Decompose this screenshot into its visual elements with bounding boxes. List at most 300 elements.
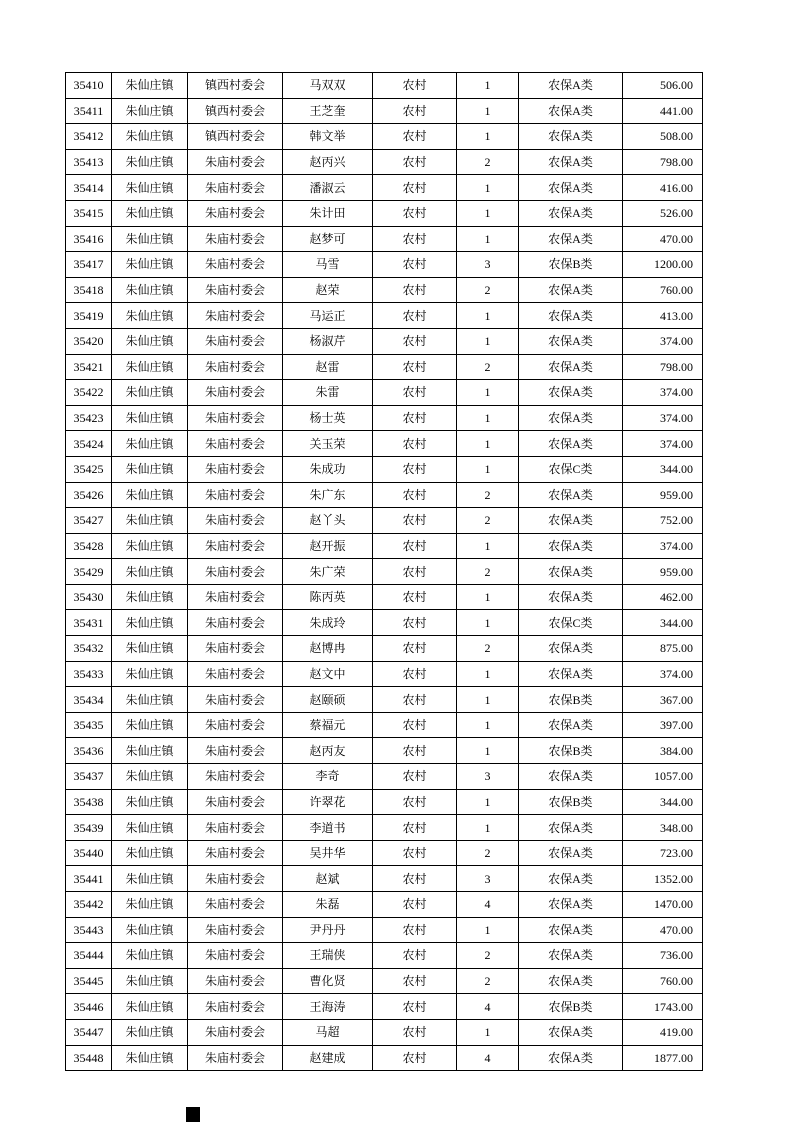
cell-village-committee: 镇西村委会	[188, 124, 283, 150]
cell-person-name: 朱广荣	[283, 559, 373, 585]
cell-id: 35439	[66, 815, 112, 841]
cell-person-name: 马超	[283, 1019, 373, 1045]
cell-amount: 1470.00	[623, 892, 703, 918]
cell-count: 3	[457, 764, 519, 790]
cell-person-name: 潘淑云	[283, 175, 373, 201]
cell-insurance-category: 农保A类	[519, 917, 623, 943]
cell-id: 35440	[66, 840, 112, 866]
cell-town: 朱仙庄镇	[112, 738, 188, 764]
cell-id: 35416	[66, 226, 112, 252]
table-row	[66, 533, 703, 559]
cell-id: 35415	[66, 200, 112, 226]
cell-insurance-category: 农保A类	[519, 226, 623, 252]
cell-village-committee: 朱庙村委会	[188, 738, 283, 764]
cell-area-type: 农村	[373, 405, 457, 431]
cell-amount: 959.00	[623, 482, 703, 508]
cell-area-type: 农村	[373, 149, 457, 175]
cell-town: 朱仙庄镇	[112, 226, 188, 252]
cell-person-name: 赵博冉	[283, 636, 373, 662]
cell-id: 35433	[66, 661, 112, 687]
cell-insurance-category: 农保A类	[519, 636, 623, 662]
cell-area-type: 农村	[373, 764, 457, 790]
cell-count: 1	[457, 456, 519, 482]
cell-amount: 413.00	[623, 303, 703, 329]
cell-id: 35429	[66, 559, 112, 585]
cell-town: 朱仙庄镇	[112, 380, 188, 406]
cell-area-type: 农村	[373, 943, 457, 969]
cell-insurance-category: 农保A类	[519, 559, 623, 585]
cell-amount: 374.00	[623, 328, 703, 354]
table-row	[66, 584, 703, 610]
cell-id: 35435	[66, 712, 112, 738]
table-body	[66, 73, 703, 1071]
cell-village-committee: 朱庙村委会	[188, 533, 283, 559]
table-row	[66, 1019, 703, 1045]
cell-amount: 374.00	[623, 405, 703, 431]
cell-town: 朱仙庄镇	[112, 892, 188, 918]
cell-insurance-category: 农保A类	[519, 815, 623, 841]
cell-area-type: 农村	[373, 533, 457, 559]
cell-amount: 959.00	[623, 559, 703, 585]
cell-id: 35431	[66, 610, 112, 636]
cell-amount: 526.00	[623, 200, 703, 226]
cell-count: 1	[457, 98, 519, 124]
cell-town: 朱仙庄镇	[112, 840, 188, 866]
cell-count: 1	[457, 533, 519, 559]
cell-town: 朱仙庄镇	[112, 815, 188, 841]
cell-insurance-category: 农保A类	[519, 328, 623, 354]
cell-area-type: 农村	[373, 98, 457, 124]
cell-village-committee: 镇西村委会	[188, 98, 283, 124]
cell-person-name: 赵斌	[283, 866, 373, 892]
cell-area-type: 农村	[373, 789, 457, 815]
cell-id: 35411	[66, 98, 112, 124]
cell-id: 35443	[66, 917, 112, 943]
table-row	[66, 559, 703, 585]
cell-village-committee: 朱庙村委会	[188, 687, 283, 713]
table-row	[66, 712, 703, 738]
cell-count: 2	[457, 840, 519, 866]
table-row	[66, 610, 703, 636]
table-row	[66, 892, 703, 918]
cell-amount: 374.00	[623, 661, 703, 687]
cell-town: 朱仙庄镇	[112, 533, 188, 559]
cell-id: 35426	[66, 482, 112, 508]
cell-town: 朱仙庄镇	[112, 431, 188, 457]
cell-area-type: 农村	[373, 456, 457, 482]
cell-town: 朱仙庄镇	[112, 559, 188, 585]
cell-insurance-category: 农保A类	[519, 892, 623, 918]
table-row	[66, 943, 703, 969]
cell-insurance-category: 农保A类	[519, 840, 623, 866]
table-row	[66, 482, 703, 508]
cell-count: 3	[457, 866, 519, 892]
cell-village-committee: 朱庙村委会	[188, 994, 283, 1020]
cell-amount: 1200.00	[623, 252, 703, 278]
cell-person-name: 曹化贤	[283, 968, 373, 994]
cell-area-type: 农村	[373, 508, 457, 534]
cell-count: 2	[457, 559, 519, 585]
cell-person-name: 赵文中	[283, 661, 373, 687]
cell-count: 4	[457, 892, 519, 918]
cell-town: 朱仙庄镇	[112, 1045, 188, 1071]
cell-village-committee: 朱庙村委会	[188, 764, 283, 790]
cell-person-name: 赵荣	[283, 277, 373, 303]
cell-count: 1	[457, 1019, 519, 1045]
cell-count: 1	[457, 584, 519, 610]
table-row	[66, 456, 703, 482]
cell-village-committee: 朱庙村委会	[188, 789, 283, 815]
cell-area-type: 农村	[373, 610, 457, 636]
cell-amount: 344.00	[623, 610, 703, 636]
cell-id: 35438	[66, 789, 112, 815]
cell-insurance-category: 农保A类	[519, 508, 623, 534]
cell-id: 35444	[66, 943, 112, 969]
cell-insurance-category: 农保A类	[519, 98, 623, 124]
table-row	[66, 200, 703, 226]
cell-insurance-category: 农保A类	[519, 431, 623, 457]
cell-insurance-category: 农保C类	[519, 456, 623, 482]
cell-count: 1	[457, 380, 519, 406]
cell-area-type: 农村	[373, 917, 457, 943]
cell-id: 35436	[66, 738, 112, 764]
cell-village-committee: 朱庙村委会	[188, 1019, 283, 1045]
cell-area-type: 农村	[373, 482, 457, 508]
table-row	[66, 917, 703, 943]
table-row	[66, 764, 703, 790]
cell-count: 2	[457, 149, 519, 175]
cell-village-committee: 朱庙村委会	[188, 354, 283, 380]
cell-amount: 416.00	[623, 175, 703, 201]
cell-id: 35432	[66, 636, 112, 662]
cell-amount: 470.00	[623, 226, 703, 252]
cell-town: 朱仙庄镇	[112, 994, 188, 1020]
cell-village-committee: 朱庙村委会	[188, 482, 283, 508]
cell-insurance-category: 农保B类	[519, 789, 623, 815]
cell-person-name: 朱磊	[283, 892, 373, 918]
cell-village-committee: 朱庙村委会	[188, 943, 283, 969]
cell-count: 1	[457, 789, 519, 815]
cell-person-name: 马双双	[283, 73, 373, 99]
cell-amount: 374.00	[623, 533, 703, 559]
cell-town: 朱仙庄镇	[112, 764, 188, 790]
cell-amount: 1743.00	[623, 994, 703, 1020]
cell-town: 朱仙庄镇	[112, 789, 188, 815]
cell-person-name: 杨淑芹	[283, 328, 373, 354]
cell-person-name: 马运正	[283, 303, 373, 329]
cell-person-name: 赵丙友	[283, 738, 373, 764]
table-row	[66, 252, 703, 278]
table-row	[66, 98, 703, 124]
cell-village-committee: 朱庙村委会	[188, 917, 283, 943]
cell-amount: 374.00	[623, 431, 703, 457]
cell-id: 35414	[66, 175, 112, 201]
table-row	[66, 354, 703, 380]
cell-village-committee: 朱庙村委会	[188, 508, 283, 534]
cell-village-committee: 朱庙村委会	[188, 149, 283, 175]
cell-insurance-category: 农保A类	[519, 200, 623, 226]
cell-insurance-category: 农保A类	[519, 149, 623, 175]
cell-person-name: 赵建成	[283, 1045, 373, 1071]
cell-village-committee: 朱庙村委会	[188, 584, 283, 610]
cell-area-type: 农村	[373, 636, 457, 662]
table-row	[66, 226, 703, 252]
cell-area-type: 农村	[373, 840, 457, 866]
cell-village-committee: 朱庙村委会	[188, 328, 283, 354]
cell-amount: 736.00	[623, 943, 703, 969]
cell-amount: 1877.00	[623, 1045, 703, 1071]
cell-person-name: 朱计田	[283, 200, 373, 226]
cell-id: 35421	[66, 354, 112, 380]
cell-village-committee: 朱庙村委会	[188, 200, 283, 226]
cell-insurance-category: 农保A类	[519, 303, 623, 329]
cell-town: 朱仙庄镇	[112, 508, 188, 534]
cell-area-type: 农村	[373, 892, 457, 918]
cell-count: 2	[457, 943, 519, 969]
cell-person-name: 赵丫头	[283, 508, 373, 534]
cell-area-type: 农村	[373, 354, 457, 380]
table-row	[66, 636, 703, 662]
cell-count: 1	[457, 738, 519, 764]
cell-area-type: 农村	[373, 175, 457, 201]
table-row	[66, 380, 703, 406]
cell-village-committee: 朱庙村委会	[188, 456, 283, 482]
cell-town: 朱仙庄镇	[112, 968, 188, 994]
cell-town: 朱仙庄镇	[112, 687, 188, 713]
cell-town: 朱仙庄镇	[112, 328, 188, 354]
cell-village-committee: 朱庙村委会	[188, 892, 283, 918]
cell-town: 朱仙庄镇	[112, 252, 188, 278]
cell-id: 35423	[66, 405, 112, 431]
cell-count: 2	[457, 508, 519, 534]
page-corner-mark	[186, 1107, 200, 1122]
cell-town: 朱仙庄镇	[112, 73, 188, 99]
cell-count: 2	[457, 482, 519, 508]
cell-village-committee: 朱庙村委会	[188, 559, 283, 585]
cell-area-type: 农村	[373, 303, 457, 329]
cell-id: 35445	[66, 968, 112, 994]
cell-area-type: 农村	[373, 328, 457, 354]
cell-person-name: 吴井华	[283, 840, 373, 866]
cell-amount: 344.00	[623, 789, 703, 815]
cell-count: 1	[457, 200, 519, 226]
cell-insurance-category: 农保B类	[519, 687, 623, 713]
cell-amount: 374.00	[623, 380, 703, 406]
cell-id: 35437	[66, 764, 112, 790]
cell-amount: 470.00	[623, 917, 703, 943]
cell-area-type: 农村	[373, 738, 457, 764]
table-row	[66, 968, 703, 994]
cell-person-name: 赵雷	[283, 354, 373, 380]
cell-village-committee: 朱庙村委会	[188, 380, 283, 406]
cell-amount: 752.00	[623, 508, 703, 534]
cell-id: 35442	[66, 892, 112, 918]
cell-id: 35412	[66, 124, 112, 150]
table-row	[66, 405, 703, 431]
table-row	[66, 303, 703, 329]
cell-person-name: 韩文举	[283, 124, 373, 150]
cell-id: 35424	[66, 431, 112, 457]
table-row	[66, 508, 703, 534]
cell-town: 朱仙庄镇	[112, 456, 188, 482]
cell-area-type: 农村	[373, 815, 457, 841]
cell-area-type: 农村	[373, 431, 457, 457]
cell-amount: 462.00	[623, 584, 703, 610]
cell-town: 朱仙庄镇	[112, 124, 188, 150]
cell-town: 朱仙庄镇	[112, 175, 188, 201]
cell-id: 35410	[66, 73, 112, 99]
cell-person-name: 李道书	[283, 815, 373, 841]
cell-person-name: 王海涛	[283, 994, 373, 1020]
cell-area-type: 农村	[373, 252, 457, 278]
cell-village-committee: 朱庙村委会	[188, 431, 283, 457]
cell-town: 朱仙庄镇	[112, 712, 188, 738]
table-row	[66, 124, 703, 150]
cell-id: 35448	[66, 1045, 112, 1071]
cell-id: 35428	[66, 533, 112, 559]
table-row	[66, 840, 703, 866]
cell-insurance-category: 农保A类	[519, 661, 623, 687]
table-row	[66, 431, 703, 457]
cell-insurance-category: 农保A类	[519, 73, 623, 99]
cell-amount: 1352.00	[623, 866, 703, 892]
table-row	[66, 661, 703, 687]
cell-village-committee: 镇西村委会	[188, 73, 283, 99]
cell-town: 朱仙庄镇	[112, 303, 188, 329]
cell-count: 2	[457, 636, 519, 662]
cell-town: 朱仙庄镇	[112, 917, 188, 943]
cell-town: 朱仙庄镇	[112, 661, 188, 687]
cell-town: 朱仙庄镇	[112, 1019, 188, 1045]
cell-area-type: 农村	[373, 124, 457, 150]
cell-village-committee: 朱庙村委会	[188, 840, 283, 866]
cell-person-name: 赵颐硕	[283, 687, 373, 713]
cell-count: 1	[457, 917, 519, 943]
cell-person-name: 朱成功	[283, 456, 373, 482]
cell-town: 朱仙庄镇	[112, 200, 188, 226]
table-row	[66, 687, 703, 713]
table-row	[66, 866, 703, 892]
cell-id: 35413	[66, 149, 112, 175]
cell-village-committee: 朱庙村委会	[188, 636, 283, 662]
cell-insurance-category: 农保A类	[519, 533, 623, 559]
cell-insurance-category: 农保A类	[519, 175, 623, 201]
cell-area-type: 农村	[373, 73, 457, 99]
cell-person-name: 王芝奎	[283, 98, 373, 124]
table-row	[66, 994, 703, 1020]
cell-insurance-category: 农保A类	[519, 968, 623, 994]
cell-count: 1	[457, 405, 519, 431]
cell-count: 2	[457, 354, 519, 380]
cell-area-type: 农村	[373, 200, 457, 226]
cell-area-type: 农村	[373, 584, 457, 610]
cell-town: 朱仙庄镇	[112, 149, 188, 175]
cell-insurance-category: 农保A类	[519, 380, 623, 406]
cell-person-name: 朱成玲	[283, 610, 373, 636]
cell-area-type: 农村	[373, 687, 457, 713]
cell-area-type: 农村	[373, 277, 457, 303]
cell-town: 朱仙庄镇	[112, 354, 188, 380]
table-row	[66, 328, 703, 354]
cell-person-name: 马雪	[283, 252, 373, 278]
cell-town: 朱仙庄镇	[112, 943, 188, 969]
table-row	[66, 815, 703, 841]
cell-amount: 1057.00	[623, 764, 703, 790]
cell-amount: 367.00	[623, 687, 703, 713]
cell-count: 2	[457, 968, 519, 994]
cell-village-committee: 朱庙村委会	[188, 175, 283, 201]
cell-amount: 397.00	[623, 712, 703, 738]
cell-id: 35447	[66, 1019, 112, 1045]
cell-area-type: 农村	[373, 661, 457, 687]
cell-town: 朱仙庄镇	[112, 405, 188, 431]
cell-village-committee: 朱庙村委会	[188, 1045, 283, 1071]
cell-town: 朱仙庄镇	[112, 866, 188, 892]
cell-village-committee: 朱庙村委会	[188, 405, 283, 431]
cell-insurance-category: 农保A类	[519, 277, 623, 303]
cell-id: 35446	[66, 994, 112, 1020]
cell-amount: 506.00	[623, 73, 703, 99]
cell-count: 4	[457, 994, 519, 1020]
cell-id: 35425	[66, 456, 112, 482]
cell-id: 35430	[66, 584, 112, 610]
cell-amount: 419.00	[623, 1019, 703, 1045]
cell-count: 1	[457, 175, 519, 201]
cell-id: 35417	[66, 252, 112, 278]
cell-area-type: 农村	[373, 866, 457, 892]
table-row	[66, 1045, 703, 1071]
cell-town: 朱仙庄镇	[112, 584, 188, 610]
cell-town: 朱仙庄镇	[112, 482, 188, 508]
cell-insurance-category: 农保B类	[519, 994, 623, 1020]
cell-count: 2	[457, 277, 519, 303]
cell-insurance-category: 农保B类	[519, 252, 623, 278]
cell-area-type: 农村	[373, 1045, 457, 1071]
cell-count: 1	[457, 73, 519, 99]
cell-count: 1	[457, 712, 519, 738]
cell-village-committee: 朱庙村委会	[188, 252, 283, 278]
cell-town: 朱仙庄镇	[112, 610, 188, 636]
cell-count: 1	[457, 226, 519, 252]
cell-amount: 798.00	[623, 354, 703, 380]
cell-insurance-category: 农保A类	[519, 124, 623, 150]
cell-village-committee: 朱庙村委会	[188, 968, 283, 994]
cell-area-type: 农村	[373, 994, 457, 1020]
cell-amount: 760.00	[623, 277, 703, 303]
cell-village-committee: 朱庙村委会	[188, 712, 283, 738]
cell-amount: 508.00	[623, 124, 703, 150]
cell-amount: 441.00	[623, 98, 703, 124]
cell-village-committee: 朱庙村委会	[188, 661, 283, 687]
cell-person-name: 许翠花	[283, 789, 373, 815]
cell-count: 1	[457, 687, 519, 713]
cell-amount: 348.00	[623, 815, 703, 841]
cell-person-name: 杨士英	[283, 405, 373, 431]
cell-count: 1	[457, 303, 519, 329]
cell-id: 35441	[66, 866, 112, 892]
cell-area-type: 农村	[373, 712, 457, 738]
cell-person-name: 李奇	[283, 764, 373, 790]
cell-insurance-category: 农保A类	[519, 1019, 623, 1045]
cell-insurance-category: 农保A类	[519, 354, 623, 380]
cell-insurance-category: 农保A类	[519, 405, 623, 431]
cell-village-committee: 朱庙村委会	[188, 303, 283, 329]
cell-insurance-category: 农保A类	[519, 712, 623, 738]
cell-count: 1	[457, 124, 519, 150]
cell-count: 1	[457, 661, 519, 687]
cell-town: 朱仙庄镇	[112, 277, 188, 303]
cell-village-committee: 朱庙村委会	[188, 610, 283, 636]
